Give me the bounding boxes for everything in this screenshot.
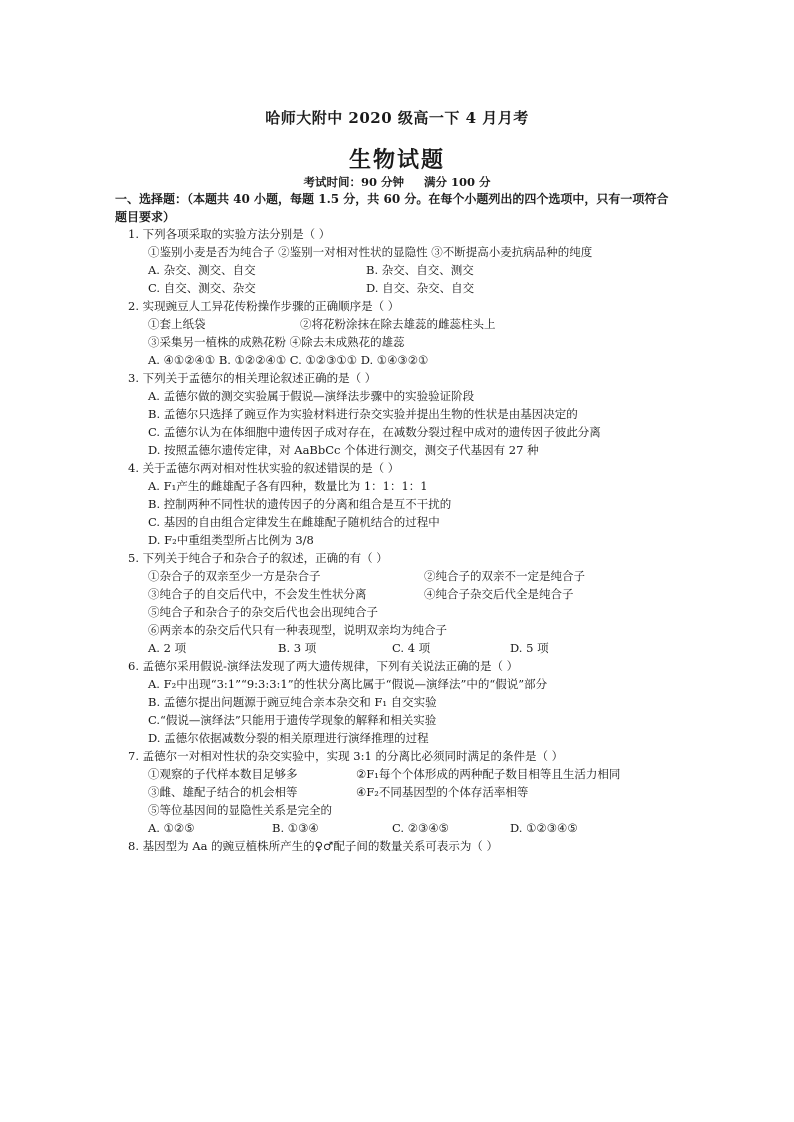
- subject-title: 生物试题: [348, 147, 445, 173]
- q6-option-a: A. F₂中出现“3:1”“9:3:3:1”的性状分离比属于“假说—演绎法”中的“假说”部分: [148, 677, 548, 691]
- q6-option-d: D. 孟德尔依据减数分裂的相关原理进行演绎推理的过程: [148, 731, 429, 745]
- q2-item2: ②将花粉涂抹在除去雄蕊的雌蕊柱头上: [300, 317, 496, 331]
- q4-option-c: C. 基因的自由组合定律发生在雌雄配子随机结合的过程中: [148, 515, 440, 529]
- q5-option-c: C. 4 项: [392, 641, 431, 655]
- q7-option-d: D. ①②③④⑤: [510, 821, 578, 835]
- q7-option-b: B. ①③④: [272, 821, 319, 835]
- q8-stem: 8. 基因型为 Aa 的豌豆植株所产生的♀♂配子间的数量关系可表示为（ ）: [128, 839, 498, 853]
- q1-option-c: C. 自交、测交、杂交: [148, 281, 256, 295]
- q2-item3: ③采集另一植株的成熟花粉 ④除去未成熟花的雄蕊: [148, 335, 405, 349]
- q5-item1: ①杂合子的双亲至少一方是杂合子: [148, 569, 321, 583]
- q7-item1: ①观察的子代样本数目足够多: [148, 767, 298, 781]
- q5-item6: ⑥两亲本的杂交后代只有一种表现型，说明双亲均为纯合子: [148, 623, 447, 637]
- q1-option-a: A. 杂交、测交、自交: [148, 263, 256, 277]
- q5-stem: 5. 下列关于纯合子和杂合子的叙述，正确的有（ ）: [128, 551, 388, 565]
- q5-option-b: B. 3 项: [278, 641, 317, 655]
- q5-option-a: A. 2 项: [148, 641, 187, 655]
- q3-option-d: D. 按照孟德尔遗传定律，对 AaBbCc 个体进行测交，测交子代基因有 27 种: [148, 443, 539, 457]
- q6-option-b: B. 孟德尔提出问题源于豌豆纯合亲本杂交和 F₁ 自交实验: [148, 695, 437, 709]
- q3-option-b: B. 孟德尔只选择了豌豆作为实验材料进行杂交实验并提出生物的性状是由基因决定的: [148, 407, 578, 421]
- school-title: 哈师大附中 2020 级高一下 4 月月考: [265, 109, 529, 127]
- q4-stem: 4. 关于孟德尔两对相对性状实验的叙述错误的是（ ）: [128, 461, 400, 475]
- q2-options: A. ④①②④① B. ①②②④① C. ①②③①① D. ①④③②①: [148, 353, 429, 367]
- q4-option-a: A. F₁产生的雌雄配子各有四种，数量比为 1：1：1：1: [148, 479, 428, 493]
- q3-option-a: A. 孟德尔做的测交实验属于假说—演绎法步骤中的实验验证阶段: [148, 389, 475, 403]
- q1-option-d: D. 自交、杂交、自交: [366, 281, 475, 295]
- q3-stem: 3. 下列关于孟德尔的相关理论叙述正确的是（ ）: [128, 371, 377, 385]
- q6-option-c: C.“假说—演绎法”只能用于遗传学现象的解释和相关实验: [148, 713, 437, 727]
- q7-item4: ④F₂不同基因型的个体存活率相等: [356, 785, 529, 799]
- q3-option-c: C. 孟德尔认为在体细胞中遗传因子成对存在，在减数分裂过程中成对的遗传因子彼此分离: [148, 425, 601, 439]
- section-heading-line1: 一、选择题：（本题共 40 小题，每题 1.5 分，共 60 分。在每个小题列出的四个选项中，只有一项符合: [115, 192, 669, 206]
- q5-item2: ②纯合子的双亲不一定是纯合子: [424, 569, 585, 583]
- q5-option-d: D. 5 项: [510, 641, 549, 655]
- exam-info: [0, 174, 794, 190]
- q7-item5: ⑤等位基因间的显隐性关系是完全的: [148, 803, 332, 817]
- q2-item1: ①套上纸袋: [148, 317, 206, 331]
- q5-item3: ③纯合子的自交后代中，不会发生性状分离: [148, 587, 367, 601]
- exam-time: 考试时间：90 分钟: [303, 175, 404, 189]
- q5-item5: ⑤纯合子和杂合子的杂交后代也会出现纯合子: [148, 605, 378, 619]
- q6-stem: 6. 孟德尔采用假说-演绎法发现了两大遗传规律，下列有关说法正确的是（ ）: [128, 659, 519, 673]
- q7-option-a: A. ①②⑤: [148, 821, 195, 835]
- q4-option-d: D. F₂中重组类型所占比例为 3/8: [148, 533, 314, 547]
- q4-option-b: B. 控制两种不同性状的遗传因子的分离和组合是互不干扰的: [148, 497, 452, 511]
- q1-option-b: B. 杂交、自交、测交: [366, 263, 474, 277]
- q7-item2: ②F₁每个个体形成的两种配子数目相等且生活力相同: [356, 767, 621, 781]
- q2-stem: 2. 实现豌豆人工异花传粉操作步骤的正确顺序是（ ）: [128, 299, 400, 313]
- q5-item4: ④纯合子杂交后代全是纯合子: [424, 587, 574, 601]
- q1-items: ①鉴别小麦是否为纯合子 ②鉴别一对相对性状的显隐性 ③不断提高小麦抗病品种的纯度: [148, 245, 593, 259]
- q7-item3: ③雌、雄配子结合的机会相等: [148, 785, 298, 799]
- q1-stem: 1. 下列各项采取的实验方法分别是（ ）: [128, 227, 331, 241]
- q7-stem: 7. 孟德尔一对相对性状的杂交实验中，实现 3:1 的分离比必须同时满足的条件是（ ）: [128, 749, 564, 763]
- section-heading: [115, 190, 695, 226]
- full-score: 满分 100 分: [424, 175, 491, 189]
- q7-option-c: C. ②③④⑤: [392, 821, 449, 835]
- section-heading-line2: 题目要求）: [115, 210, 176, 224]
